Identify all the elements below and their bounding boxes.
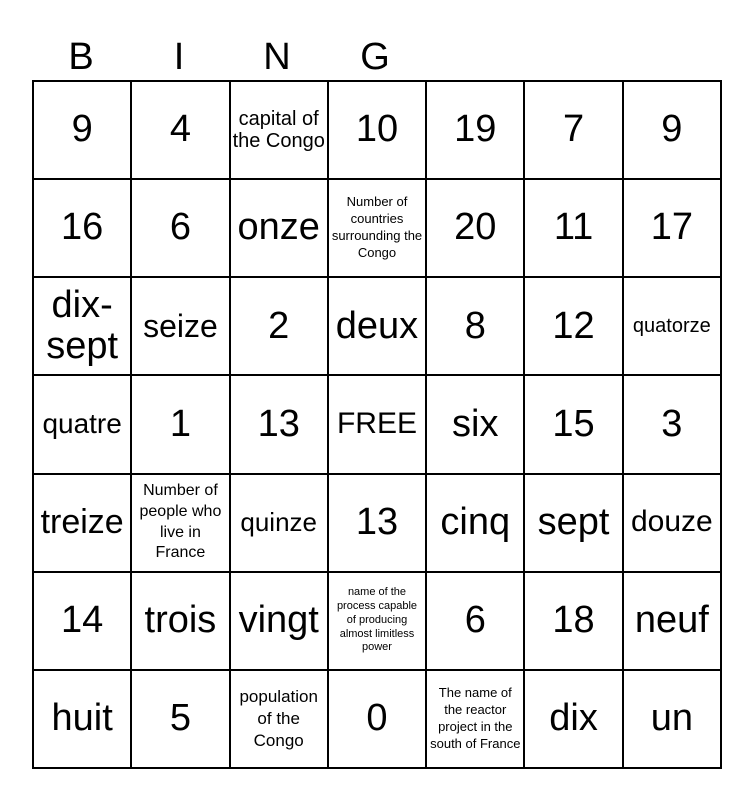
bingo-cell: neuf [624,573,722,671]
bingo-grid [32,80,722,769]
bingo-cell: seize [132,278,230,376]
bingo-cell: dix [525,671,623,769]
header-letter: I [173,36,185,78]
bingo-cell: 13 [329,475,427,573]
bingo-cell: quinze [231,475,329,573]
bingo-cell: deux [329,278,427,376]
bingo-cell: 15 [525,376,623,474]
bingo-cell: 1 [132,376,230,474]
bingo-cell: 8 [427,278,525,376]
header-letter: G [360,36,390,78]
bingo-cell: 12 [525,278,623,376]
bingo-cell: 4 [132,82,230,180]
bingo-cell: 5 [132,671,230,769]
bingo-cell: Number of people who live in France [132,475,230,573]
bingo-cell: huit [34,671,132,769]
bingo-cell: 3 [624,376,722,474]
bingo-cell: 18 [525,573,623,671]
bingo-cell: 2 [231,278,329,376]
bingo-header [32,34,722,80]
bingo-cell: trois [132,573,230,671]
bingo-cell: 19 [427,82,525,180]
bingo-cell: 20 [427,180,525,278]
bingo-cell: 7 [525,82,623,180]
free-space: FREE [329,376,427,474]
bingo-cell: quatre [34,376,132,474]
bingo-cell: six [427,376,525,474]
bingo-cell: 6 [427,573,525,671]
bingo-cell: quatorze [624,278,722,376]
bingo-cell: 13 [231,376,329,474]
bingo-cell: 11 [525,180,623,278]
bingo-cell: 10 [329,82,427,180]
bingo-cell: sept [525,475,623,573]
bingo-cell: 14 [34,573,132,671]
header-letter: N [263,36,291,78]
bingo-cell: capital of the Congo [231,82,329,180]
bingo-cell: 17 [624,180,722,278]
bingo-cell: 9 [34,82,132,180]
bingo-cell: The name of the reactor project in the south of France [427,671,525,769]
header-letter: B [68,36,94,78]
bingo-cell: Number of countries surrounding the Congo [329,180,427,278]
bingo-cell: vingt [231,573,329,671]
bingo-cell: 16 [34,180,132,278]
bingo-cell: 0 [329,671,427,769]
bingo-cell: onze [231,180,329,278]
bingo-cell: treize [34,475,132,573]
bingo-cell: dix-sept [34,278,132,376]
bingo-cell: douze [624,475,722,573]
bingo-cell: name of the process capable of producing almost limitless power [329,573,427,671]
bingo-cell: cinq [427,475,525,573]
bingo-cell: un [624,671,722,769]
bingo-cell: 6 [132,180,230,278]
bingo-cell: population of the Congo [231,671,329,769]
bingo-cell: 9 [624,82,722,180]
